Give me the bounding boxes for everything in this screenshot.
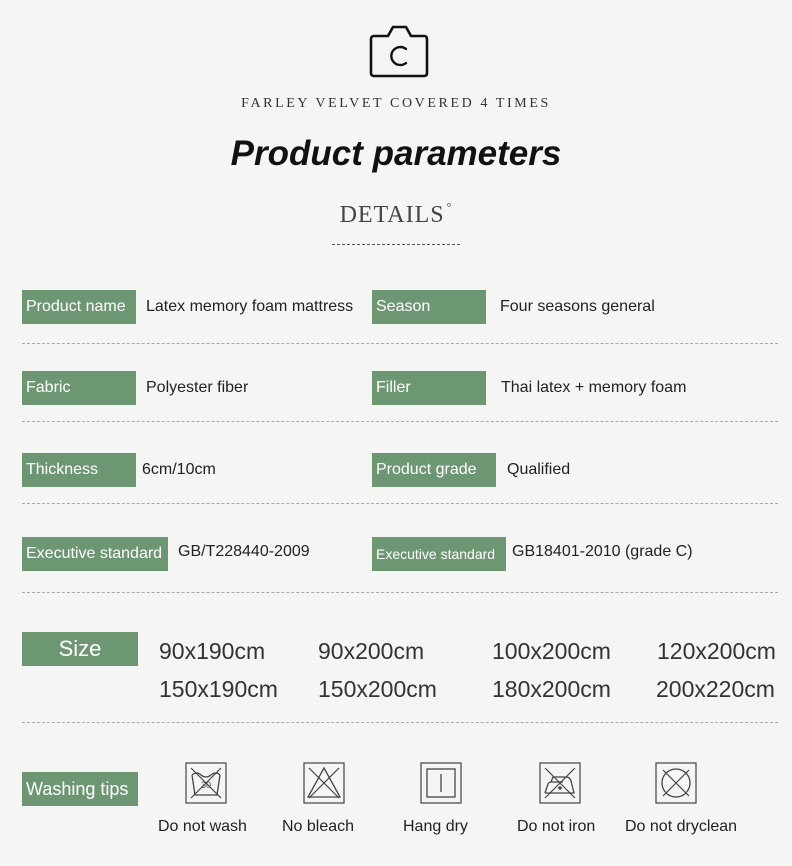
size-value: 150x200cm xyxy=(318,676,437,702)
param-value-product-grade: Qualified xyxy=(507,461,571,478)
washing-tips-label: Washing tips xyxy=(22,772,138,806)
row-divider xyxy=(22,722,778,723)
dryclean-circle-icon xyxy=(655,762,697,804)
param-value-season: Four seasons general xyxy=(500,298,655,315)
iron-icon xyxy=(539,762,581,804)
row-divider xyxy=(22,343,778,344)
hang-dry-icon xyxy=(420,762,462,804)
param-value-thickness: 6cm/10cm xyxy=(142,461,216,478)
size-value: 200x220cm xyxy=(656,676,775,702)
param-value-filler: Thai latex + memory foam xyxy=(501,379,687,396)
row-divider xyxy=(22,421,778,422)
size-value: 120x200cm xyxy=(657,638,776,664)
bleach-triangle-icon xyxy=(303,762,345,804)
wash-tip-label: Do not dryclean xyxy=(625,818,738,835)
param-label-product-name: Product name xyxy=(22,290,136,324)
size-value: 90x200cm xyxy=(318,638,425,664)
row-divider xyxy=(22,503,778,504)
size-label: Size xyxy=(22,632,138,666)
param-label-executive-standard: Executive standard xyxy=(22,537,168,571)
wash-basin-icon xyxy=(185,762,227,804)
size-value: 100x200cm xyxy=(492,638,611,664)
size-value: 150x190cm xyxy=(159,676,278,702)
param-label-product-grade: Product grade xyxy=(372,453,496,487)
param-label-fabric: Fabric xyxy=(22,371,136,405)
wash-tip-label: Hang dry xyxy=(403,818,468,835)
camera-icon xyxy=(368,22,430,78)
row-divider xyxy=(22,592,778,593)
details-underline xyxy=(332,244,460,245)
param-label-filler: Filler xyxy=(372,371,486,405)
wash-tip-label: No bleach xyxy=(282,818,355,835)
size-value: 180x200cm xyxy=(492,676,611,702)
wash-tip-label: Do not iron xyxy=(517,818,596,835)
param-label-executive-standard-2: Executive standard xyxy=(372,537,506,571)
details-heading: DETAILS ° xyxy=(339,200,453,228)
param-label-season: Season xyxy=(372,290,486,324)
wash-tip-label: Do not wash xyxy=(158,818,247,835)
param-value-executive-standard: GB/T228440-2009 xyxy=(178,543,310,560)
param-value-executive-standard-2: GB18401-2010 (grade C) xyxy=(512,543,693,560)
size-value: 90x190cm xyxy=(159,638,266,664)
param-value-product-name: Latex memory foam mattress xyxy=(146,298,354,315)
param-value-fabric: Polyester fiber xyxy=(146,379,249,396)
param-label-thickness: Thickness xyxy=(22,453,136,487)
svg-text:30: 30 xyxy=(200,780,212,790)
page-title: Product parameters xyxy=(230,134,562,173)
brand-tagline: FARLEY VELVET COVERED 4 TIMES xyxy=(241,96,551,111)
